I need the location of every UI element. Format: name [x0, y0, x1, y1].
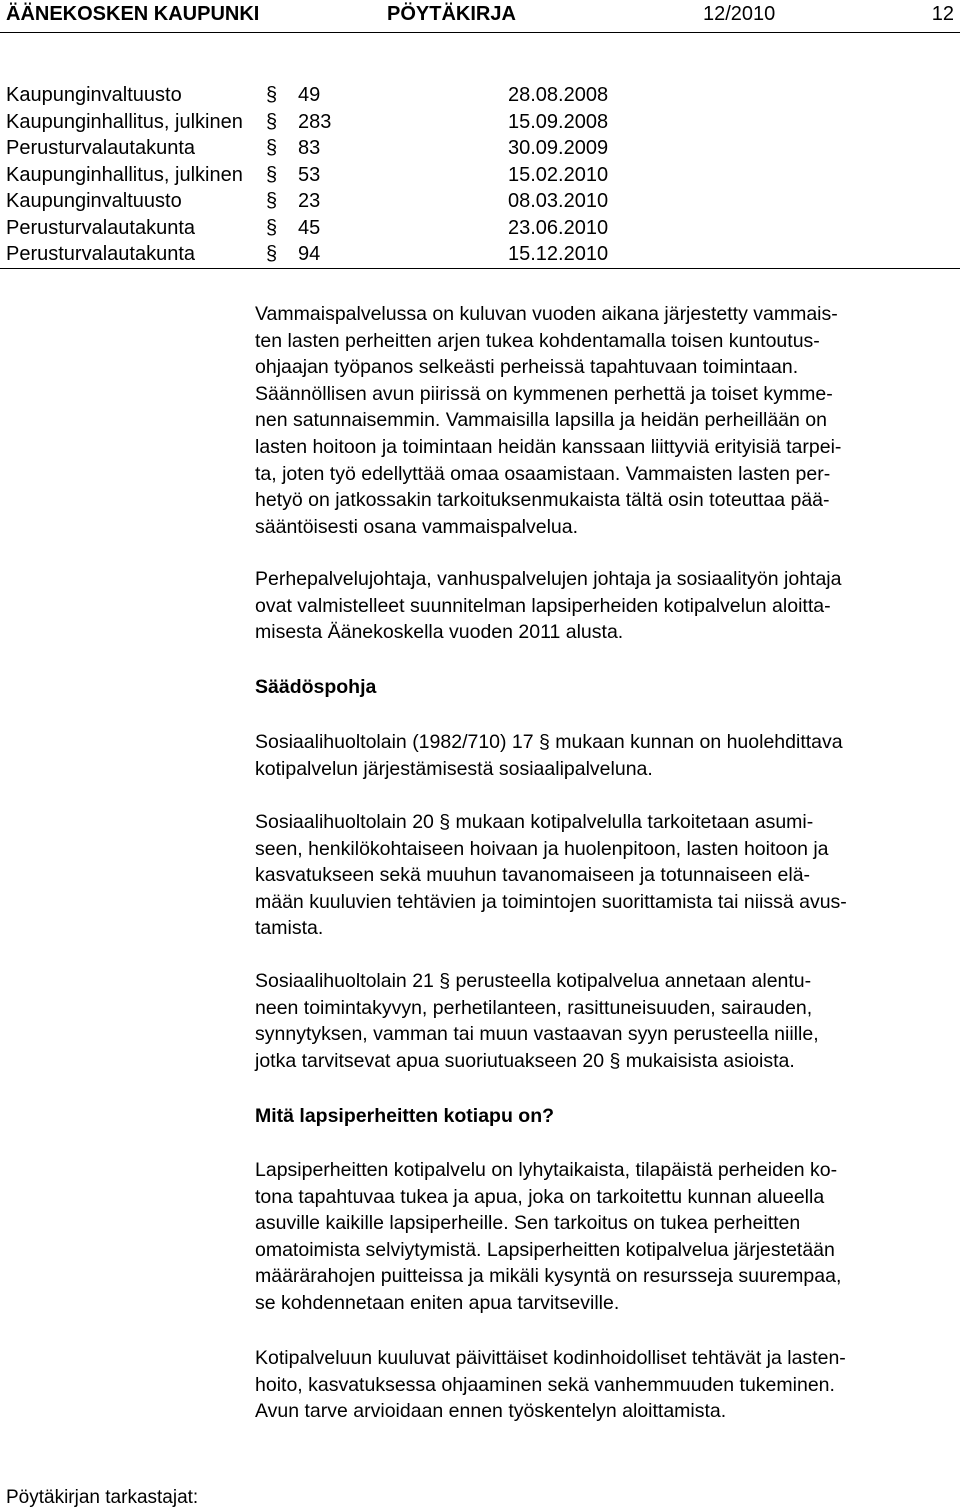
history-number: 49 [298, 84, 321, 106]
history-row [6, 162, 960, 189]
paragraph-text: Sosiaalihuoltolain 21 § perusteella kotipalvelua annetaan alentu- neen toimintakyvyn, perhetilanteen, rasittuneisuuden, sairauden, synnytyksen, vamman tai muun vastaavan syyn perusteella niille, jotka tarvitsevat apua suoriutuakseen 20 § mukaisista asioista. [255, 970, 819, 1072]
footer-inspectors-label: Pöytäkirjan tarkastajat: [6, 1487, 199, 1508]
paragraph-kotipalvelu-tehtavat [255, 1345, 955, 1425]
history-number: 283 [298, 110, 332, 133]
history-body: Perusturvalautakunta [6, 243, 196, 265]
section-symbol: § [266, 137, 278, 159]
history-date: 15.09.2008 [508, 110, 609, 133]
document-type: PÖYTÄKIRJA [387, 3, 516, 25]
history-row [6, 215, 960, 242]
history-body: Kaupunginhallitus, julkinen [6, 163, 243, 186]
history-row [6, 135, 960, 162]
history-number: 23 [298, 190, 321, 212]
history-body: Perusturvalautakunta [6, 137, 196, 159]
history-date: 08.03.2010 [508, 190, 609, 212]
history-body: Kaupunginvaltuusto [6, 190, 182, 212]
history-divider [0, 268, 960, 269]
paragraph-vammaispalvelu [255, 301, 955, 540]
history-date: 23.06.2010 [508, 216, 609, 239]
history-row [6, 82, 960, 109]
page-number: 12 [931, 3, 954, 25]
page-header [0, 0, 960, 33]
paragraph-21-pykala [255, 968, 955, 1074]
decision-history [6, 82, 960, 268]
paragraph-text: Lapsiperheitten kotipalvelu on lyhytaikaista, tilapäistä perheiden ko- tona tapahtuvaa tukea ja apua, joka on tarkoitettu kunnan alueella asuville kaikille lapsiperheille. Sen tarkoitus on tukea perheitten omatoimista selviytymistä. Lapsiperheitten kotipalvelua järjestetään määrärahojen puitteissa ja mikäli kysyntä on resursseja suurempaa, se kohdennetaan eniten apua tarvitseville. [255, 1159, 842, 1314]
paragraph-text: Sosiaalihuoltolain 20 § mukaan kotipalvelulla tarkoitetaan asumi- seen, henkilökohtaiseen hoivaan ja huolenpitoon, lasten hoitoon ja kasvatukseen sekä muuhun tavanomaiseen ja totunnaiseen elä- mään kuuluvien tehtävien ja toimintojen suorittamista tai niissä avus- tamista. [255, 811, 847, 940]
section-symbol: § [266, 84, 278, 106]
history-date: 15.12.2010 [508, 243, 609, 265]
section-heading-kotiapu: Mitä lapsiperheitten kotiapu on? [255, 1105, 555, 1127]
history-date: 30.09.2009 [508, 137, 609, 159]
paragraph-20-pykala [255, 809, 955, 942]
section-symbol: § [266, 216, 278, 239]
section-heading-saadospohja: Säädöspohja [255, 676, 377, 698]
paragraph-17-pykala [255, 729, 955, 782]
paragraph-text: Sosiaalihuoltolain (1982/710) 17 § mukaan kunnan on huolehdittava kotipalvelun järjestämisestä sosiaalipalveluna. [255, 731, 843, 780]
history-row [6, 109, 960, 136]
history-number: 45 [298, 216, 321, 239]
history-body: Kaupunginvaltuusto [6, 84, 182, 106]
history-date: 15.02.2010 [508, 163, 609, 186]
history-body: Perusturvalautakunta [6, 216, 196, 239]
paragraph-suunnitelma [255, 566, 955, 646]
document-number: 12/2010 [703, 3, 776, 25]
history-number: 83 [298, 137, 321, 159]
history-row [6, 241, 960, 268]
paragraph-text: Vammaispalvelussa on kuluvan vuoden aikana järjestetty vammais- ten lasten perheitten arjen tukea kohdentamalla toisen kuntoutus- ohjaajan työpanos selkeästi perheissä tapahtuvaan toimintaan. Säännöllisen avun piirissä on kymmenen perhettä ja toiset kymme- nen satunnaisemmin. Vammaisilla lapsilla ja heidän perheillään on lasten hoitoon ja toimintaan heidän kanssaan liittyviä erityisiä tarpei- ta, joten työ edellyttää omaa osaamistaan. Vammaisten lasten per- hetyö on jatkossakin tarkoituksenmukaista tältä osin toteuttaa pää- sääntöisesti osana vammaispalvelua. [255, 303, 842, 538]
history-row [6, 188, 960, 215]
paragraph-text: Kotipalveluun kuuluvat päivittäiset kodinhoidolliset tehtävät ja lasten- hoito, kasvatuksessa ohjaaminen sekä vanhemmuuden tukeminen. Avun tarve arvioidaan ennen työskentelyn aloittamista. [255, 1347, 846, 1423]
history-body: Kaupunginhallitus, julkinen [6, 110, 243, 133]
paragraph-lapsiperheet [255, 1157, 955, 1317]
history-date: 28.08.2008 [508, 84, 609, 106]
section-symbol: § [266, 190, 278, 212]
section-symbol: § [266, 110, 278, 133]
paragraph-text: Perhepalvelujohtaja, vanhuspalvelujen johtaja ja sosiaalityön johtaja ovat valmistelleet suunnitelman lapsiperheiden kotipalvelun aloitta- misesta Äänekoskella vuoden 2011 alusta. [255, 568, 842, 644]
history-number: 94 [298, 243, 321, 265]
organization-name: ÄÄNEKOSKEN KAUPUNKI [6, 3, 260, 25]
history-number: 53 [298, 163, 321, 186]
section-symbol: § [266, 163, 278, 186]
section-symbol: § [266, 243, 278, 265]
